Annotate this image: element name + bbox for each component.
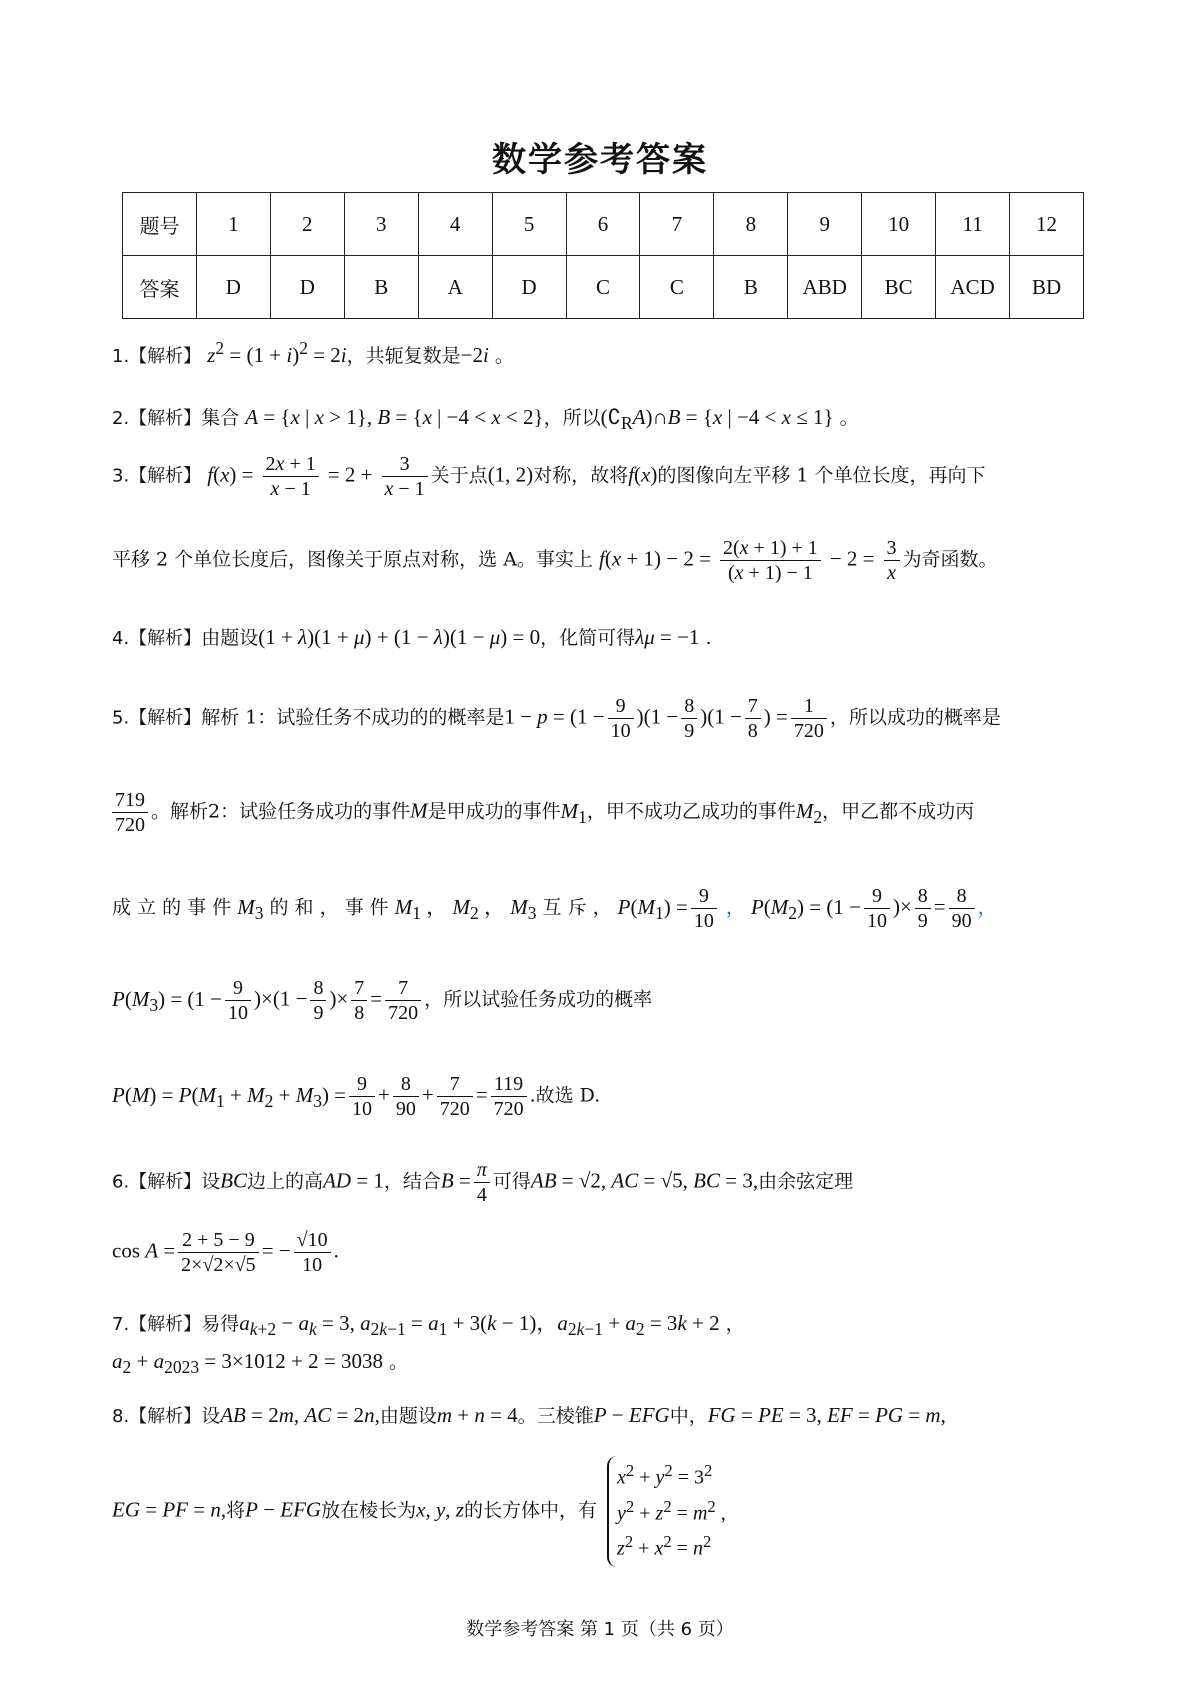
solution-text: 解析 1：试验任务不成功的的概率是 [201,706,505,729]
solution-1: 1.【解析】 $z^2 = (1 + i)^2 = 2i$，共轭复数是−2i 。 [112,338,514,367]
fraction: $\frac{7}{720}$ [385,976,421,1025]
answer-cell: BD [1010,256,1084,319]
solution-text: 边上的高 [247,1170,324,1193]
solution-5-cont: $P(M_3) = (1$ − $\frac{9}{10}$ )×(1 − $\frac{8}{9}$ )× $\frac{7}{8}$ = $\frac{7}{720}$ ，所以试验任务成功的概率 [112,977,653,1024]
fraction: $\frac{7}{720}$ [437,1072,473,1121]
answer-cell: B [714,256,788,319]
formula: − 2 = [829,546,875,571]
fraction: $\frac{8}{90}$ [393,1072,419,1121]
solution-tag: 7.【解析】 [112,1314,202,1335]
formula: m + n = 4 [436,1403,518,1427]
row-label-answer: 答案 [123,256,197,319]
formula: $a_{k+2} - a_k = 3$, $a_{2k-1} = a_1 + 3(k - 1)$，$a_{2k-1} + a_2 = 3k + 2$ [239,1311,720,1340]
table-row-numbers [123,193,1084,256]
formula: $P(M_1)$ = [617,894,688,923]
formula: f(x) [628,462,658,487]
solution-text: 。三棱锥 [517,1405,594,1427]
fraction: $\frac{8}{9}$ [310,976,326,1025]
solution-tag: 8.【解析】 [112,1406,202,1427]
formula: x, y, z [416,1497,464,1522]
solution-text: 由题设 [379,1405,437,1427]
formula: (1 + λ)(1 + μ) + (1 − λ)(1 − μ) = 0 [258,625,541,649]
solution-3-cont [112,536,1102,585]
solution-text: 成 立 的 事 件 [112,896,232,919]
formula: AB = √2, AC = √5, BC = 3, [530,1168,759,1193]
question-number: 10 [862,193,936,256]
question-number: 3 [344,193,418,256]
answer-cell: BC [862,256,936,319]
formula: λμ = −1 [635,625,700,649]
solution-text: 是甲成功的事件 [427,800,561,823]
formula: $P(M) = P(M_1 + M_2 + M_3)$ = [112,1082,347,1111]
formula: $(∁_RA)\cap B = \{x$ | −4 < x ≤ 1} [600,405,834,434]
fraction: $\frac{9}{10}$ [608,694,634,743]
solution-7: 7.【解析】易得$a_{k+2} - a_k = 3$, $a_{2k-1} = a_1 + 3(k - 1)$，$a_{2k-1} + a_2 = 3k + 2$ ， [112,1311,745,1340]
solution-4: 4.【解析】由题设(1 + λ)(1 + μ) + (1 − λ)(1 − μ) = 0，化简可得λμ = −1 . [112,625,712,649]
answer-cell: D [270,256,344,319]
solution-text: ，甲乙都不成功丙 [822,800,975,823]
solution-2: 2.【解析】集合 A = {x | x > 1}, B = {x | −4 < x < 2}，所以$(∁_RA)\cap B = \{x$ | −4 < x ≤ 1} 。 [112,405,859,434]
answer-cell: A [418,256,492,319]
solution-tag: 1.【解析】 [112,346,202,367]
row-label-number: 题号 [123,193,197,256]
formula: $P(M_2) = (1$ − [750,894,861,923]
fraction: $\frac{7}{8}$ [745,694,761,743]
solution-text: 设 [201,1405,221,1427]
solution-5-cont: 成 立 的 事 件 $M_3$ 的 和 ， 事 件 $M_1$ ， $M_2$ ， $M_3$ 互 斥 ， $P(M_1)$ = $\frac{9}{10}$ ， $P(M_2) = (1$ − $\frac{9}{10}$ )× $\frac{8}{9}$ = $\frac{8}{90}$ ， [112,885,997,932]
table-row-answers [123,256,1084,319]
solution-text: 互 斥 ， [542,896,612,919]
page-title: 数学参考答案 [492,140,708,180]
solution-tag: 4.【解析】 [112,628,202,649]
solution-3 [112,452,1102,501]
question-number: 2 [270,193,344,256]
solution-text: 为奇函数。 [902,548,998,571]
solution-5-cont: $P(M) = P(M_1 + M_2 + M_3)$ = $\frac{9}{10}$ + $\frac{8}{90}$ + $\frac{7}{720}$ = $\frac{119}{720}$ .故选 D. [112,1073,601,1120]
solution-8 [112,1402,1102,1429]
solution-text: 可得 [492,1170,531,1193]
fraction: $\frac{8}{9}$ [915,884,931,933]
solution-text: 集合 [201,407,240,429]
question-number: 5 [492,193,566,256]
solution-text: 的图像向左平移 1 个单位长度，再向下 [657,464,986,487]
fraction: $\frac{\pi}{4}$ [474,1158,490,1207]
formula: B = [440,1168,471,1193]
answer-cell: B [344,256,418,319]
formula: $M_3$ [237,894,264,923]
fraction: $\frac{719}{720}$ [112,788,148,837]
question-number: 12 [1010,193,1084,256]
answer-cell: C [566,256,640,319]
solution-tag: 6.【解析】 [112,1171,202,1193]
formula: P − EFG [593,1403,670,1427]
question-number: 4 [418,193,492,256]
answer-table [122,192,1084,319]
formula: FG = PE = 3, EF = PG = m, [707,1403,946,1427]
question-number: 11 [936,193,1010,256]
question-number: 7 [640,193,714,256]
solution-tag: 3.【解析】 [112,465,202,487]
fraction: $\frac{8}{9}$ [681,694,697,743]
formula: cos A = [112,1238,176,1263]
solution-tag: 2.【解析】 [112,408,202,429]
answer-cell: C [640,256,714,319]
answer-cell: D [492,256,566,319]
fraction: $\frac{119}{720}$ [491,1072,527,1121]
fraction: $\frac{2 + 5 - 9}{2\times√2\times√5}$ [178,1228,259,1277]
formula: )(1 − [700,704,742,729]
formula: $P(M_3) = (1$ − [112,986,223,1015]
fraction: $\frac{2x + 1}{x - 1}$ [263,452,319,501]
formula: f(x + 1) − 2 = [598,546,711,571]
equation-system: $x^2 + y^2 = 3^2$ $y^2 + z^2 = m^2$ , $z^2 + x^2 = n^2$ [607,1456,726,1567]
solution-text: 由余弦定理 [758,1170,854,1193]
solution-text: .故选 D. [529,1084,601,1107]
solution-text: ，结合 [383,1170,441,1193]
solution-text: ，共轭复数是 [346,345,461,367]
formula: ) = [763,704,788,729]
fraction: $\frac{9}{10}$ [349,1072,375,1121]
solution-6 [112,1158,1102,1207]
page-footer: 数学参考答案 第 1 页（共 6 页） [466,1619,734,1640]
formula: $z^2 = (1 + i)^2 = 2i$ [207,338,347,367]
formula: M [410,798,428,823]
solution-text: 放在棱长为 [321,1499,417,1522]
solution-text: ，化简可得 [540,627,636,649]
formula: $M_1$ ， $M_2$ ， $M_3$ [394,894,537,923]
fraction: $\frac{3}{x}$ [884,536,900,585]
fraction: $\frac{8}{90}$ [949,884,975,933]
formula: (1, 2) [487,462,534,487]
solution-text: 由题设 [201,627,259,649]
solution-text: 将 [226,1499,246,1522]
solution-7-cont: $a_2 + a_{2023} = 3\times 1012 + 2 = 3038$ 。 [112,1349,409,1378]
answer-cell: ABD [788,256,862,319]
formula: 1 − p = (1 − [504,704,605,729]
solution-5-cont [112,788,1102,837]
question-number: 9 [788,193,862,256]
formula: AD = 1 [323,1168,384,1193]
question-number: 8 [714,193,788,256]
solution-8-cont [112,1456,1102,1567]
question-number: 1 [196,193,270,256]
solution-text: ，所以成功的概率是 [829,706,1001,729]
formula: $a_2 + a_{2023} = 3\times 1012 + 2 = 3038$ [112,1349,383,1378]
solution-6-cont: cos A = $\frac{2 + 5 - 9}{2\times√2\times√5}$ = − $\frac{√10}{10}$ . [112,1229,339,1276]
formula: = 2 + [327,462,373,487]
fraction: $\frac{9}{10}$ [864,884,890,933]
formula: P − EFG [245,1497,322,1522]
fraction: $\frac{1}{720}$ [791,694,827,743]
fraction: $\frac{2(x + 1) + 1}{(x + 1) - 1}$ [720,536,821,585]
question-number: 6 [566,193,640,256]
solution-text: 易得 [201,1313,240,1335]
solution-5 [112,694,1102,743]
formula: BC [220,1168,248,1193]
fraction: $\frac{9}{10}$ [225,976,251,1025]
solution-text: ，所以试验任务成功的概率 [424,988,653,1011]
solution-text: 对称，故将 [533,464,629,487]
answer-cell: ACD [936,256,1010,319]
solution-text: ，甲不成功乙成功的事件 [586,800,796,823]
solution-text: 中， [669,1405,708,1427]
fraction: $\frac{9}{10}$ [691,884,717,933]
solution-text: 的 和 ， 事 件 [269,896,389,919]
formula: $M_2$ [795,798,823,827]
formula: A = {x | x > 1}, B = {x | −4 < x < 2} [245,405,544,429]
formula: −2i [460,343,489,367]
answer-cell: D [196,256,270,319]
formula: EG = PF = n, [112,1497,227,1522]
solution-text: 。解析2：试验任务成功的事件 [151,800,411,823]
fraction: $\frac{3}{x - 1}$ [382,452,428,501]
solution-text: 的长方体中，有 [463,1499,597,1522]
solution-text: 设 [201,1170,221,1193]
solution-text: ，所以 [543,407,601,429]
formula: f(x) = [207,462,254,487]
solution-text: 关于点 [430,464,488,487]
fraction: $\frac{√10}{10}$ [294,1228,331,1277]
formula: AB = 2m, AC = 2n, [220,1403,380,1427]
solution-text: 平移 2 个单位长度后，图像关于原点对称，选 A。事实上 [112,548,593,571]
solution-tag: 5.【解析】 [112,707,202,729]
fraction: $\frac{7}{8}$ [351,976,367,1025]
formula: )(1 − [636,704,679,729]
formula: $M_1$ [560,798,587,827]
